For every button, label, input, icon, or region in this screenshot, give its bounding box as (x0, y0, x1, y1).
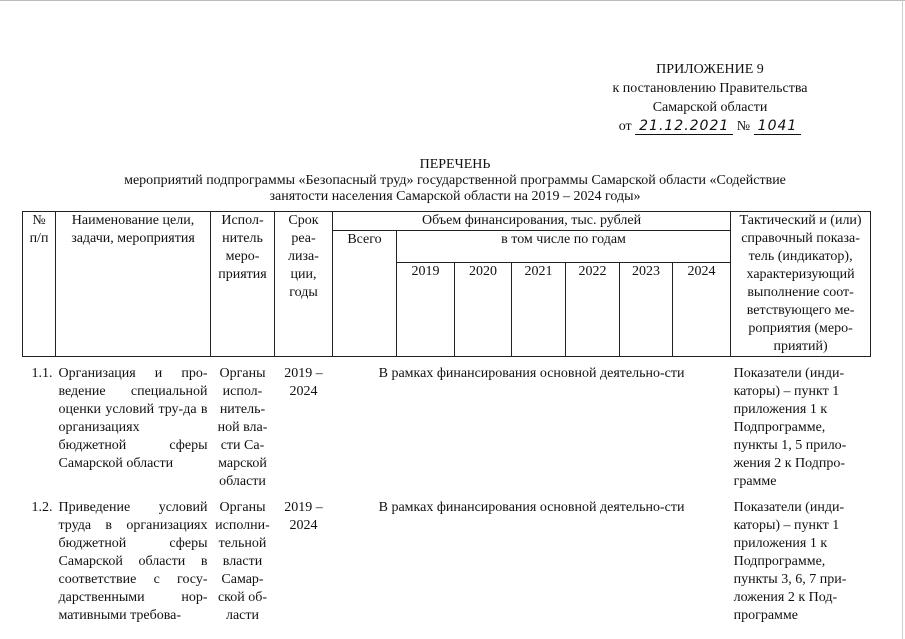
header-year-2022: 2022 (566, 263, 620, 357)
header-indicator: Тактический и (или) справочный показа-тель (индикатор), характеризующий выполнение соот-ветствующего ме-роприятия (меро-приятий) (731, 212, 871, 357)
row-number: 1.2. (31, 500, 53, 515)
page-edge-right (902, 0, 903, 639)
header-year-2019: 2019 (397, 263, 455, 357)
appendix-line-2: Самарской области (652, 100, 768, 115)
header-total: Всего (333, 231, 397, 357)
header-executor: Испол-нитель меро-приятия (211, 212, 275, 357)
row-term: 2019 – 2024 (284, 366, 323, 399)
row-executor: Органы испол-нитель-ной вла-сти Са-марской области (217, 366, 268, 489)
from-label: от (618, 119, 632, 134)
table-row (23, 365, 871, 491)
page-edge-top (0, 0, 905, 1)
title-line-2: занятости населения Самарской области на 2019 – 2024 годы» (269, 189, 641, 204)
appendix-title: ПРИЛОЖЕНИЕ 9 (656, 62, 764, 77)
title-line-1: мероприятий подпрограммы «Безопасный труд» государственной программы Самарской области «Содействие (124, 173, 786, 188)
row-number: 1.1. (31, 366, 53, 381)
appendix-line-1: к постановлению Правительства (612, 81, 808, 96)
row-financing: В рамках финансирования основной деятельно-сти (378, 500, 685, 515)
header-financing: Объем финансирования, тыс. рублей (333, 212, 731, 231)
row-name: Организация и про-ведение специальной оценки условий тру-да в организациях бюджетной сферы Самарской области (58, 366, 208, 471)
header-year-2023: 2023 (620, 263, 673, 357)
row-indicator: Показатели (инди-каторы) – пункт 1 приложения 1 к Подпрограмме, пункты 1, 5 прило-жения 2 к Подпро-грамме (733, 366, 847, 489)
header-year-2021: 2021 (512, 263, 566, 357)
table-row (23, 499, 871, 625)
row-executor: Органы исполни-тельной власти Самар-ской об-ласти (215, 500, 270, 623)
handwritten-date: 21.12.2021 (635, 119, 733, 135)
header-year-2020: 2020 (455, 263, 512, 357)
row-term: 2019 – 2024 (284, 500, 323, 533)
row-financing: В рамках финансирования основной деятельно-сти (378, 366, 685, 381)
title-heading: ПЕРЕЧЕНЬ (419, 157, 491, 172)
document-title (60, 157, 850, 205)
row-name: Приведение условий труда в организациях бюджетной сферы Самарской области в соответствие с госу-дарственными нор-мативными требова- (58, 500, 208, 623)
header-term: Срок реа-лиза-ции, годы (275, 212, 333, 357)
header-name: Наименование цели, задачи, мероприятия (56, 212, 211, 357)
row-indicator: Показатели (инди-каторы) – пункт 1 приложения 1 к Подпрограмме, пункты 3, 6, 7 при-ложения 2 к Под-программе (733, 500, 847, 623)
measures-table (22, 211, 871, 625)
table-body (23, 357, 871, 626)
header-year-2024: 2024 (673, 263, 731, 357)
appendix-order-line (560, 117, 860, 136)
handwritten-number: 1041 (754, 119, 802, 135)
appendix-block (560, 60, 860, 136)
header-num: № п/п (23, 212, 56, 357)
table-header (23, 212, 871, 357)
number-label: № (736, 119, 751, 134)
header-by-years: в том числе по годам (397, 231, 731, 263)
